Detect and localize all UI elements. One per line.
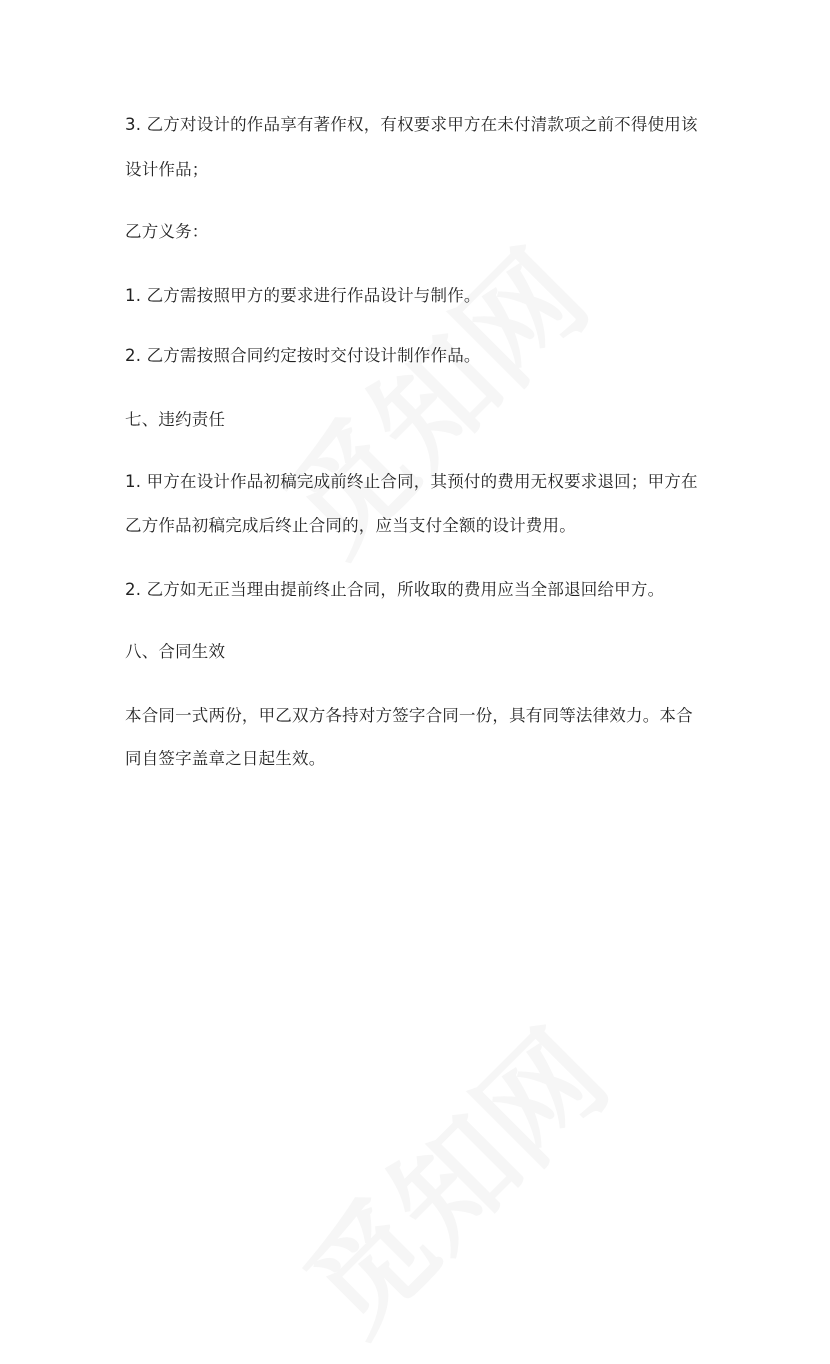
obligation-1: 1. 乙方需按照甲方的要求进行作品设计与制作。 — [125, 286, 481, 305]
clause-3-copyright-line-1: 3. 乙方对设计的作品享有著作权，有权要求甲方在未付清款项之前不得使用该 — [125, 115, 698, 134]
effectiveness-line-1: 本合同一式两份，甲乙双方各持对方签字合同一份，具有同等法律效力。本合 — [125, 706, 693, 725]
party-b-obligations-heading: 乙方义务： — [125, 222, 209, 241]
liability-1-line-1: 1. 甲方在设计作品初稿完成前终止合同，其预付的费用无权要求退回；甲方在 — [125, 472, 698, 491]
section-7-heading: 七、违约责任 — [125, 410, 226, 429]
watermark — [262, 988, 638, 1364]
liability-1-line-2: 乙方作品初稿完成后终止合同的，应当支付全额的设计费用。 — [125, 516, 576, 535]
effectiveness-line-2: 同自签字盖章之日起生效。 — [125, 749, 326, 768]
section-8-heading: 八、合同生效 — [125, 642, 226, 661]
obligation-2: 2. 乙方需按照合同约定按时交付设计制作作品。 — [125, 346, 481, 365]
liability-2: 2. 乙方如无正当理由提前终止合同，所收取的费用应当全部退回给甲方。 — [125, 580, 665, 599]
clause-3-copyright-line-2: 设计作品； — [125, 160, 209, 179]
